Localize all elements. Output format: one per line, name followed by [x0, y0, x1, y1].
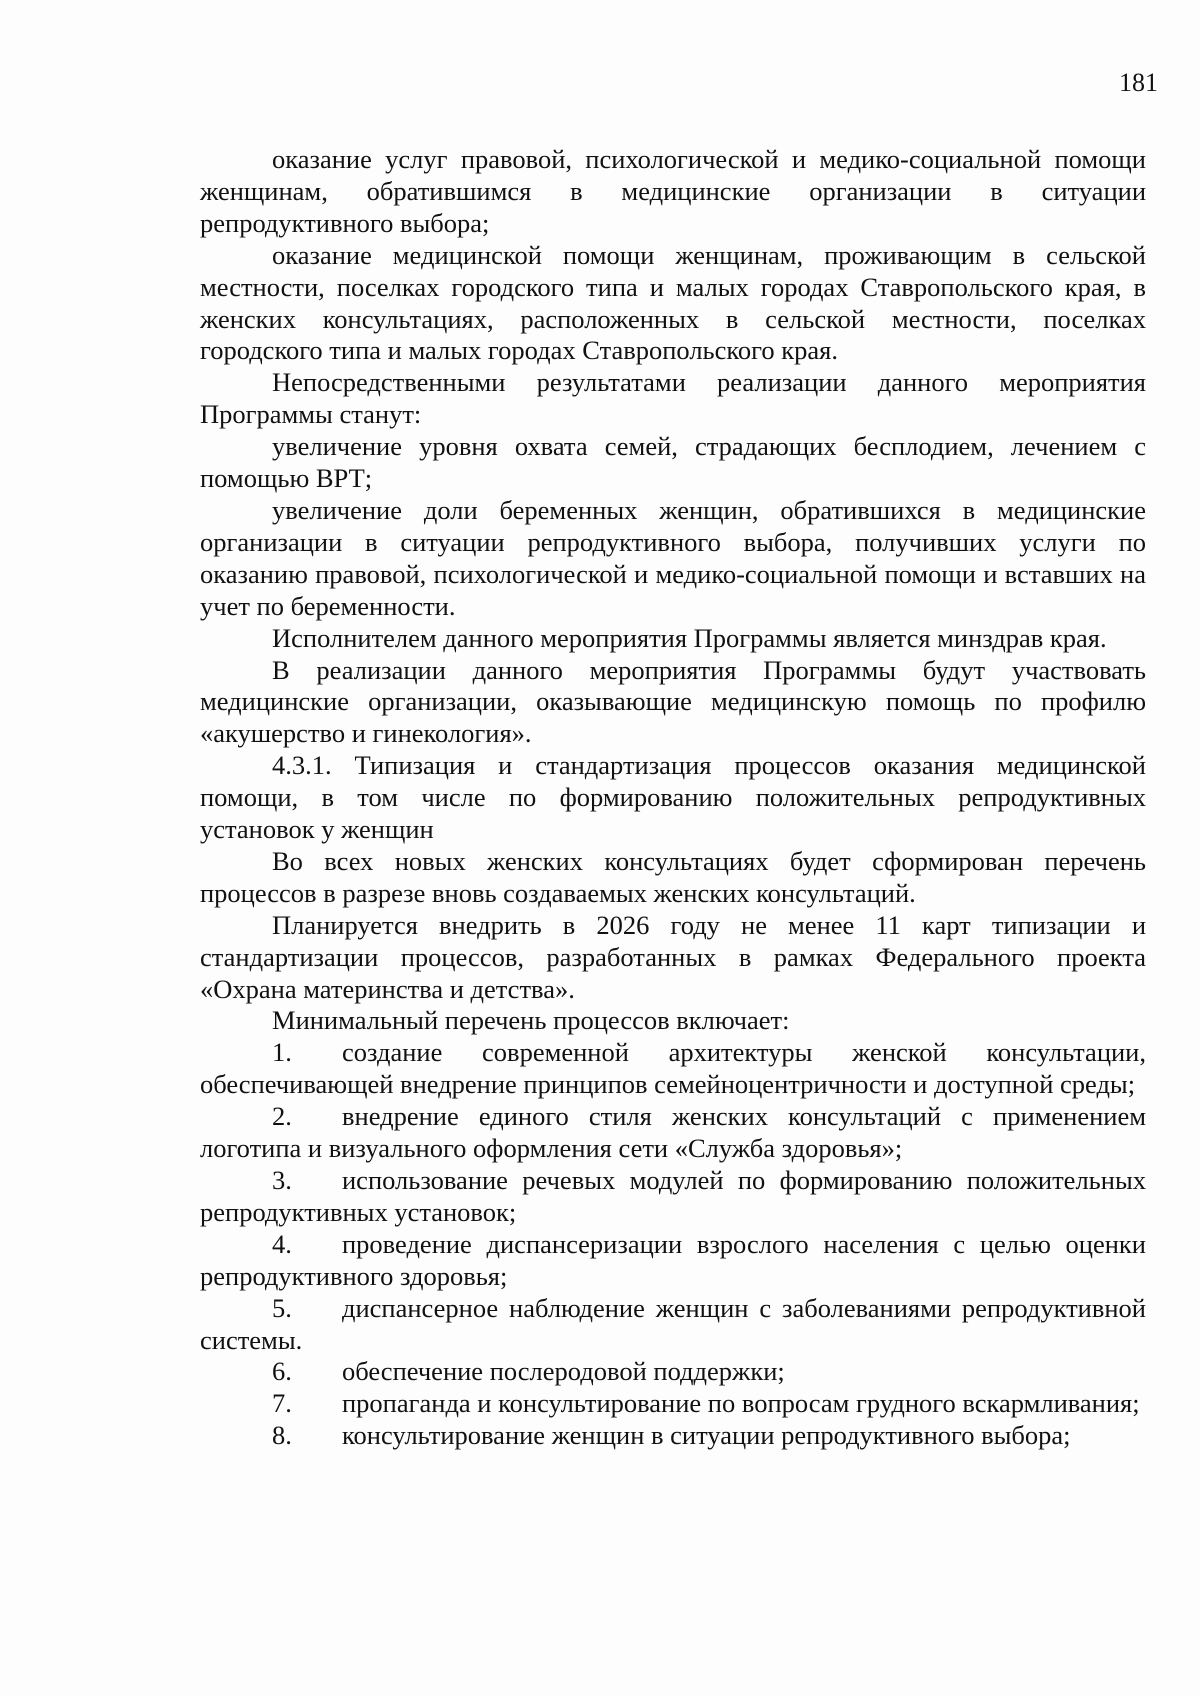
paragraph: Исполнителем данного мероприятия Программы является минздрав края. — [272, 622, 1107, 653]
section-heading: 4.3.1. Типизация и стандартизация процессов оказания медицинской помощи, в том числе по формированию положительных репродуктивных установок у женщин — [200, 750, 1146, 845]
list-item-number: 5. — [272, 1292, 292, 1323]
paragraph: Непосредственными результатами реализации данного мероприятия Программы станут: — [200, 367, 1146, 430]
list-item — [200, 1101, 1146, 1165]
list-item-number: 8. — [272, 1420, 292, 1451]
list-item — [200, 1388, 1146, 1420]
paragraph: Минимальный перечень процессов включает: — [272, 1005, 790, 1036]
list-item-number: 2. — [272, 1101, 292, 1132]
paragraph: оказание медицинской помощи женщинам, проживающим в сельской местности, поселках городского типа и малых городах Ставропольского края, в женских консультациях, расположенных в сельской местности, поселках городского типа и малых городах Ставропольского края. — [200, 239, 1146, 366]
list-item-text: создание современной архитектуры женской консультации, обеспечивающей внедрение принципов семейноцентричности и доступной среды; — [200, 1037, 1146, 1100]
page-number: 181 — [1119, 68, 1158, 97]
list-item-number: 4. — [272, 1228, 292, 1259]
list-item-text: использование речевых модулей по формированию положительных репродуктивных установок; — [200, 1165, 1146, 1227]
list-item — [200, 1229, 1146, 1293]
paragraph: оказание услуг правовой, психологической и медико-социальной помощи женщинам, обратившимся в медицинские организации в ситуации репродуктивного выбора; — [200, 144, 1146, 238]
list-item-number: 1. — [272, 1037, 292, 1068]
paragraph: увеличение доли беременных женщин, обратившихся в медицинские организации в ситуации репродуктивного выбора, получивших услуги по оказанию правовой, психологической и медико-социальной помощи и вставших на учет по беременности. — [200, 494, 1146, 621]
list-item-text: диспансерное наблюдение женщин с заболеваниями репродуктивной системы. — [200, 1292, 1146, 1355]
list-item-text: пропаганда и консультирование по вопросам грудного вскармливания; — [342, 1388, 1140, 1419]
list-item — [200, 1037, 1146, 1101]
list-item-text: внедрение единого стиля женских консультаций с применением логотипа и визуального оформления сети «Служба здоровья»; — [200, 1101, 1146, 1164]
document-body — [200, 144, 1146, 1452]
list-item-text: обеспечение послеродовой поддержки; — [342, 1356, 785, 1387]
list-item-text: консультирование женщин в ситуации репродуктивного выбора; — [342, 1420, 1071, 1451]
list-item — [200, 1165, 1146, 1229]
list-item-text: проведение диспансеризации взрослого населения с целью оценки репродуктивного здоровья; — [200, 1228, 1146, 1291]
paragraph: Планируется внедрить в 2026 году не менее 11 карт типизации и стандартизации процессов, разработанных в рамках Федерального проекта «Охрана материнства и детства». — [200, 909, 1146, 1004]
list-item-number: 3. — [272, 1165, 292, 1195]
paragraph: В реализации данного мероприятия Программы будут участвовать медицинские организации, оказывающие медицинскую помощь по профилю «акушерство и гинекология». — [200, 654, 1146, 749]
list-item-number: 7. — [272, 1388, 292, 1419]
list-item — [200, 1356, 1146, 1388]
list-item-number: 6. — [272, 1356, 292, 1387]
list-item — [200, 1293, 1146, 1357]
paragraph: Во всех новых женских консультациях будет сформирован перечень процессов в разрезе вновь создаваемых женских консультаций. — [200, 845, 1146, 908]
list-item — [200, 1420, 1146, 1452]
paragraph: увеличение уровня охвата семей, страдающих бесплодием, лечением с помощью ВРТ; — [200, 431, 1146, 494]
